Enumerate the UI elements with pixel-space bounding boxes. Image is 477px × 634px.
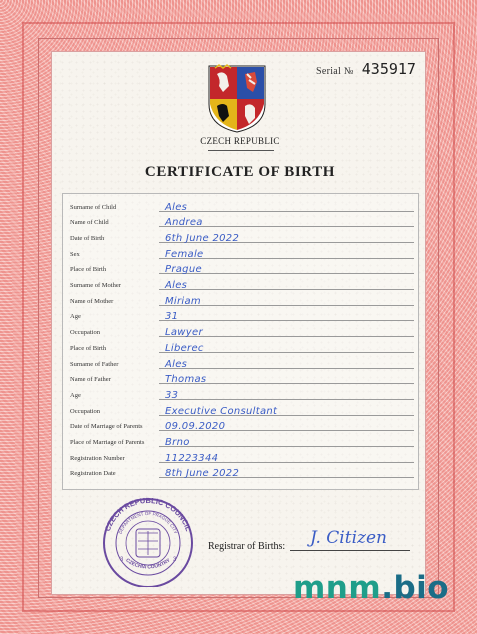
divider (208, 150, 274, 151)
seal-left-number: 3 (120, 557, 124, 563)
field-row (63, 229, 418, 245)
field-row (63, 434, 418, 450)
field-label: Surname of Mother (70, 282, 121, 289)
field-value: 31 (165, 311, 179, 323)
field-value: Prague (165, 264, 202, 276)
field-row (63, 198, 418, 214)
field-value: Lawyer (165, 327, 203, 339)
field-label: Age (70, 391, 81, 399)
field-value: Ales (165, 201, 188, 213)
field-value: 8th June 2022 (165, 468, 240, 480)
watermark-part-2: .bio (381, 570, 450, 606)
field-row (63, 214, 418, 230)
field-value: 33 (165, 389, 179, 401)
field-label: Occupation (70, 329, 100, 337)
field-row (63, 324, 418, 340)
field-value: Executive Consultant (165, 405, 278, 417)
field-underline (159, 289, 414, 290)
field-underline (159, 368, 414, 369)
field-label: Surname of Father (70, 360, 119, 368)
seal-right-number: 3 (173, 557, 177, 563)
country-name: CZECH REPUBLIC (200, 136, 280, 146)
registrar-label: Registrar of Births: (208, 541, 286, 552)
field-value: Liberec (165, 342, 204, 354)
signature-line (290, 550, 410, 551)
field-value: Brno (165, 437, 190, 448)
field-row (63, 449, 418, 465)
seal-bottom-text: CZECHIA COUNTRY (124, 557, 172, 571)
field-underline (159, 446, 414, 447)
field-label: Place of Marriage of Parents (70, 439, 145, 446)
field-label: Registration Date (70, 470, 116, 478)
field-label: Occupation (70, 407, 100, 415)
field-label: Place of Birth (70, 344, 107, 352)
field-label: Name of Father (70, 376, 111, 384)
field-label: Surname of Child (70, 203, 117, 211)
field-row (63, 339, 418, 355)
field-label: Name of Mother (70, 297, 114, 305)
serial-label: Serial № (316, 66, 354, 77)
field-underline (159, 399, 414, 400)
field-row (63, 292, 418, 308)
field-row (63, 245, 418, 261)
field-value: 11223344 (165, 452, 219, 464)
watermark-part-1: mnm (293, 570, 382, 606)
official-seal-icon (92, 495, 204, 587)
field-row (63, 386, 418, 402)
field-underline (159, 211, 414, 212)
field-label: Registration Number (70, 454, 125, 462)
field-value: Thomas (165, 374, 207, 386)
field-row (63, 402, 418, 418)
field-label: Age (70, 313, 81, 321)
field-row (63, 371, 418, 387)
field-label: Date of Marriage of Parents (70, 423, 143, 431)
field-label: Sex (70, 250, 80, 258)
field-row (63, 355, 418, 371)
field-value: Female (165, 248, 204, 260)
field-value: Ales (165, 358, 188, 370)
field-row (63, 418, 418, 434)
svg-text:CZECHIA COUNTRY (124, 557, 172, 570)
details-table (62, 193, 419, 490)
field-value: Andrea (165, 217, 203, 229)
field-underline (159, 320, 414, 321)
field-label: Date of Birth (70, 234, 105, 242)
serial-value: 435917 (361, 60, 416, 78)
field-row (63, 308, 418, 324)
seal-inner-text: DEPARTMENT OF PRAGUE CITY (117, 510, 179, 535)
field-row (63, 465, 418, 481)
field-label: Name of Child (70, 219, 109, 227)
watermark-logo (293, 570, 449, 606)
coat-of-arms-icon (207, 64, 267, 134)
registrar-signature: J. Citizen (310, 528, 387, 548)
field-label: Place of Birth (70, 266, 107, 274)
certificate-title: CERTIFICATE OF BIRTH (144, 164, 336, 180)
field-value: Miriam (165, 295, 201, 307)
serial-number (316, 60, 416, 79)
field-value: 6th June 2022 (165, 232, 240, 244)
field-value: Ales (165, 280, 188, 291)
field-value: 09.09.2020 (165, 421, 226, 433)
field-row (63, 261, 418, 277)
field-row (63, 277, 418, 293)
seal-top-text: CZECH REPUBLIC COUNCIL (102, 495, 194, 533)
